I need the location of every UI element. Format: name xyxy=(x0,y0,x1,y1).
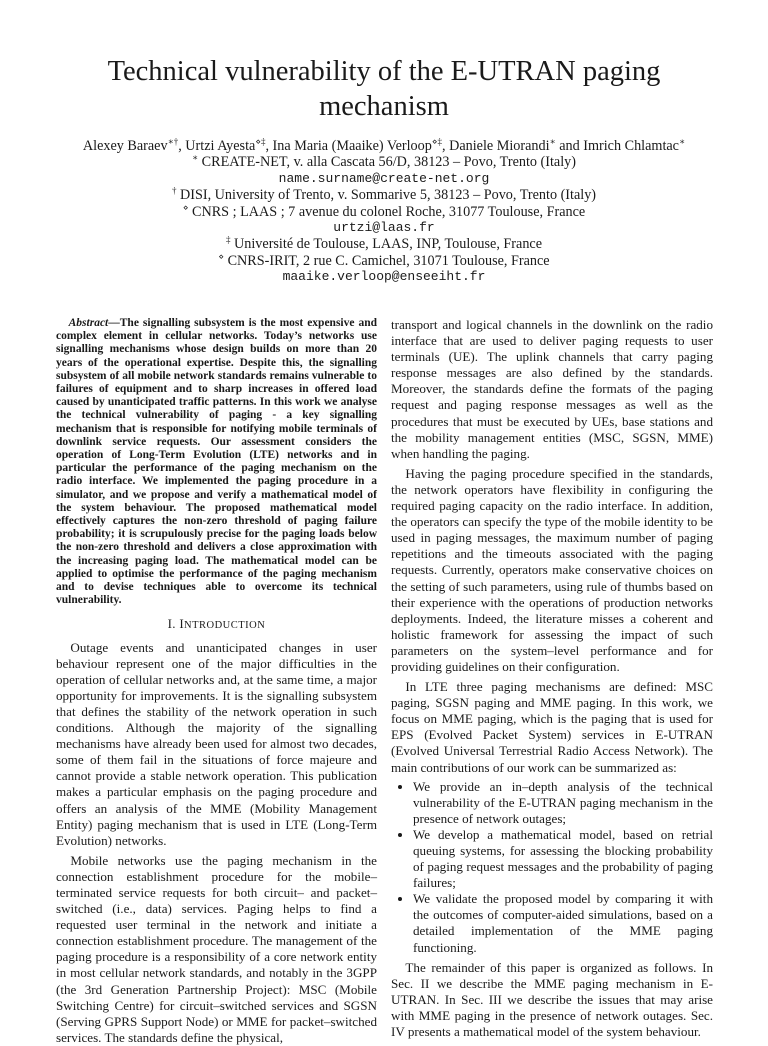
author-marks: ⋄‡ xyxy=(431,136,442,147)
body-paragraph: Having the paging procedure specified in the standards, the network operators have flexibility in configuring the required paging capacity on the radio interface. In addition, the operators can specify the type of the mobile identity to be used in paging messages, the maximum number of paging repetitions and the timeouts associated with the paging requests. Currently, operators make conservative choices on the setting of such parameters, using rule of thumbs based on their experience with the operations of production networks deployments. Indeed, the literature misses a coherent and holistic framework for assessing the impact of such parameters on the system–level performance and for providing guidelines on their configuration. xyxy=(391,465,713,674)
section-heading-introduction xyxy=(56,616,377,634)
abstract-label: Abstract xyxy=(68,317,109,329)
affiliation-text: Université de Toulouse, LAAS, INP, Toulouse, France xyxy=(230,236,543,253)
contributions-list xyxy=(391,779,713,956)
affiliation-text: CNRS ; LAAS ; 7 avenue du colonel Roche, 31077 Toulouse, France xyxy=(188,203,586,220)
email-enseeiht: maaike.verloop@enseeiht.fr xyxy=(282,269,486,285)
affiliation-disi xyxy=(30,187,738,203)
author-name: , Urtzi Ayesta xyxy=(178,138,256,154)
right-column xyxy=(391,317,713,1040)
affiliation-mark: ⋄ xyxy=(182,201,189,212)
affiliation-irit xyxy=(30,253,738,269)
section-numeral: I. xyxy=(167,616,180,632)
paper-title: Technical vulnerability of the E-UTRAN paging mechanism xyxy=(107,56,661,122)
author-name: and Imrich Chlamtac xyxy=(555,138,679,154)
affiliation-text: DISI, University of Trento, v. Sommarive 5, 38123 – Povo, Trento (Italy) xyxy=(176,187,597,204)
author-name: Alexey Baraev xyxy=(82,138,168,154)
body-paragraph: Mobile networks use the paging mechanism in the connection establishment procedure for the mobile–terminated service requests for both circuit– and packet–switched (i.e., data) services. Paging helps to find a requested user terminal in the network and initiate a connection establishment procedure. The management of the paging procedure is a responsibility of a core network entity in most cellular network standards, and notably in the 3GPP (the 3rd Generation Partnership Project): MSC (Mobile Switching Centre) for circuit–switched services and SGSN (Serving GPRS Support Node) or MME for packet–switched services. The standards define the physical, xyxy=(56,852,377,1045)
affiliation-text: CREATE-NET, v. alla Cascata 56/D, 38123 – Povo, Trento (Italy) xyxy=(198,154,576,171)
author-block xyxy=(30,138,738,286)
author-marks: ∗ xyxy=(549,136,556,147)
author-marks: ∗ xyxy=(678,136,686,147)
author-list xyxy=(30,138,738,154)
affiliation-text: CNRS-IRIT, 2 rue C. Camichel, 31071 Toulouse, France xyxy=(224,252,550,269)
affiliation-mark: ∗ xyxy=(191,152,199,163)
body-paragraph: In LTE three paging mechanisms are defined: MSC paging, SGSN paging and MME paging. In this work, we focus on MME paging, which is the paging that is used for EPS (Evolved Packet System) services in E-UTRAN (Evolved Universal Terrestrial Radio Access Network). The main contributions of our work can be summarized as: xyxy=(391,679,713,775)
abstract-text: —The signalling subsystem is the most expensive and complex element in cellular networks. Today’s networks use signalling mechanisms whose design builds on more than 20 years of the operational expertise. Despite this, the signalling subsystem of all mobile network standards remains vulnerable to failures of equipment and to sharp increases in offered load caused by unanticipated traffic patterns. In this work we analyse the technical vulnerability of paging - a key signalling mechanism that is responsible for notifying mobile terminals of downlink service requests. Our assessment considers the operation of Long-Term Evolution (LTE) networks and in particular the performance of the paging mechanism on the radio interface. We implemented the paging procedure in a simulator, and we propose and verify a mathematical model of the system behaviour. The proposed mathematical model effectively captures the non-zero threshold of paging failure probability; it is scrupulously precise for the paging loads below the non-zero threshold and delivers a close approximation with the increasing paging load. The mathematical model can be applied to optimise the performance of the paging mechanism and to devise techniques able to overcome its technical vulnerability. xyxy=(56,317,377,607)
affiliation-createnet xyxy=(30,154,738,170)
author-name: , Daniele Miorandi xyxy=(441,138,550,154)
section-first-letter: I xyxy=(179,616,185,632)
left-column xyxy=(56,317,377,1046)
affiliation-mark: † xyxy=(171,185,177,196)
body-paragraph: Outage events and unanticipated changes in user behaviour represent one of the major difficulties in the operation of cellular networks and, at the same time, a major opportunity for improvements. It is the signalling subsystem that defines the stability of the network operation in such conditions. Although the majority of the signalling mechanisms have already been used for almost two decades, some of them fail in the situations of force majeure and cannot provide a stable network operation. This publication makes a particular emphasis on the paging procedure and offers an analysis of the MME (Mobility Management Entity) paging mechanism that is used in LTE (Long-Term Evolution) networks. xyxy=(56,639,377,848)
list-item: • We develop a mathematical model, based on retrial queuing systems, for assessing the blocking probability of paging request messages and the probability of paging failures; xyxy=(413,827,713,891)
affiliation-toulouse xyxy=(30,236,738,252)
author-marks: ⋄‡ xyxy=(255,136,266,147)
author-marks: ∗† xyxy=(167,136,179,147)
affiliation-mark: ⋄ xyxy=(218,251,225,262)
email-createnet: name.surname@create-net.org xyxy=(278,170,490,186)
affiliation-laas xyxy=(30,201,738,220)
author-name: , Ina Maria (Maaike) Verloop xyxy=(265,138,432,154)
list-item: • We validate the proposed model by comparing it with the outcomes of computer-aided simulations, based on a detailed implementation of the MME paging functioning. xyxy=(413,891,713,955)
abstract xyxy=(56,317,377,607)
affiliation-mark: ‡ xyxy=(225,234,231,245)
body-paragraph: transport and logical channels in the downlink on the radio interface that are used to deliver paging requests to user terminals (UE). The uplink channels that carry paging response messages are also defined by the standards. Moreover, the standards define the formats of the paging request and paging response messages as well as the procedures that must be executed by UEs, base stations and the mobility management entities (MSC, SGSN, MME) when handling the paging. xyxy=(391,317,713,461)
body-paragraph: The remainder of this paper is organized as follows. In Sec. II we describe the MME paging mechanism in E-UTRAN. In Sec. III we describe the issues that may arise with MME paging in the presence of network outages. Sec. IV presents a mathematical model of the system behaviour. xyxy=(391,959,713,1040)
list-item: • We provide an in–depth analysis of the technical vulnerability of the E-UTRAN paging mechanism in the presence of network outages; xyxy=(413,779,713,827)
email-laas: urtzi@laas.fr xyxy=(333,220,435,236)
section-title-rest: NTRODUCTION xyxy=(184,620,266,632)
